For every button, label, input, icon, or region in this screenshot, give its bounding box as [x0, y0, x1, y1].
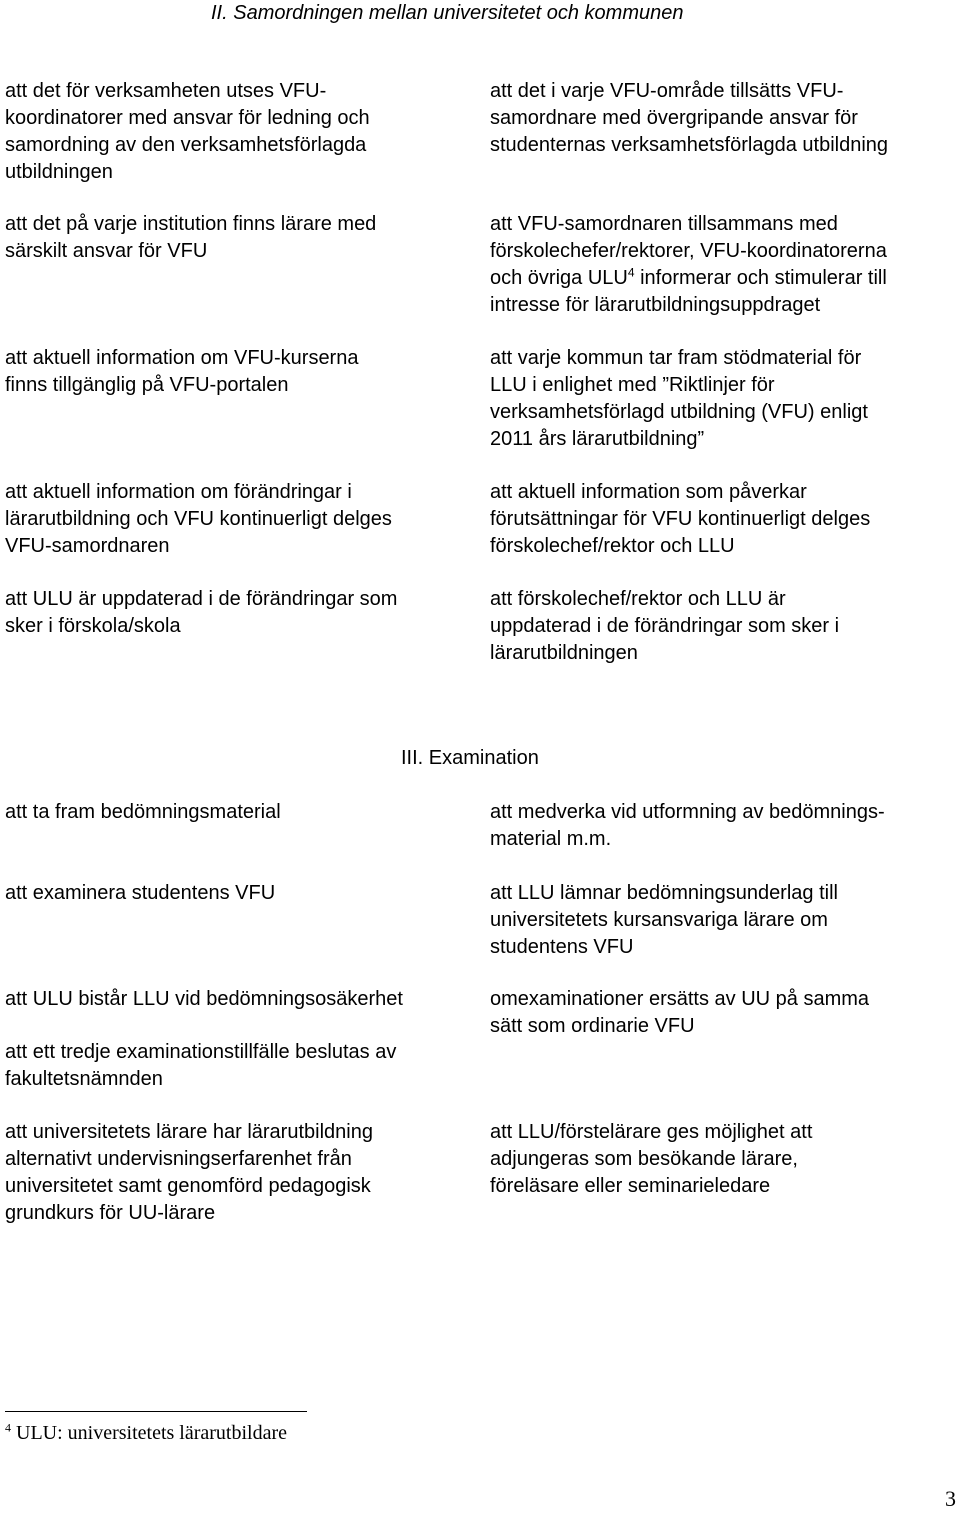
paragraph: att medverka vid utformning av bedömnings- material m.m.	[490, 801, 885, 850]
paragraph: att ULU bistår LLU vid bedömningsosäkerhet	[5, 988, 403, 1010]
paragraph: att aktuell information om VFU-kurserna finns tillgänglig på VFU-portalen	[5, 347, 359, 396]
paragraph: att det i varje VFU-område tillsätts VFU- samordnare med övergripande ansvar för studenternas verksamhetsförlagda utbildning	[490, 80, 889, 156]
footnote-number: 4	[5, 1420, 11, 1435]
paragraph: att det på varje institution finns lärare med särskilt ansvar för VFU	[5, 213, 377, 262]
paragraph: att LLU/förstelärare ges möjlighet att adjungeras som besökande lärare, föreläsare eller seminarieledare	[490, 1121, 813, 1197]
paragraph: att förskolechef/rektor och LLU är uppdaterad i de förändringar som sker i lärarutbildningen	[490, 588, 840, 664]
text-line: intresse för lärarutbildningsuppdraget	[490, 294, 821, 316]
section-heading-examination: III. Examination	[401, 747, 539, 769]
footnote-separator	[5, 1411, 307, 1412]
paragraph: att aktuell information om förändringar i lärarutbildning och VFU kontinuerligt delges VFU-samordnaren	[5, 481, 392, 557]
paragraph-with-footnote-ref	[490, 211, 958, 319]
paragraph: att aktuell information som påverkar förutsättningar för VFU kontinuerligt delges förskolechef/rektor och LLU	[490, 481, 871, 557]
paragraph: att det för verksamheten utses VFU- koordinatorer med ansvar för ledning och samordning av den verksamhetsförlagda utbildningen	[5, 80, 370, 183]
text-line	[490, 265, 958, 292]
footnote	[5, 1421, 287, 1445]
paragraph: att universitetets lärare har lärarutbildning alternativt undervisningserfarenhet från universitetet samt genomförd pedagogisk grundkurs för UU-lärare	[5, 1121, 373, 1224]
text-fragment: informerar och stimulerar till	[634, 267, 887, 289]
paragraph: att varje kommun tar fram stödmaterial för LLU i enlighet med ”Riktlinjer för verksamhetsförlagd utbildning (VFU) enligt 2011 års lärarutbildning”	[490, 347, 868, 450]
text-fragment: och övriga ULU	[490, 267, 628, 289]
paragraph: att examinera studentens VFU	[5, 882, 276, 904]
paragraph: omexaminationer ersätts av UU på samma sätt som ordinarie VFU	[490, 988, 870, 1037]
page-number: 3	[945, 1486, 956, 1511]
paragraph: att LLU lämnar bedömningsunderlag till universitetets kursansvariga lärare om studentens VFU	[490, 882, 838, 958]
text-line: förskolechefer/rektorer, VFU-koordinatorerna	[490, 240, 887, 262]
section-heading-samordning: II. Samordningen mellan universitetet och kommunen	[211, 2, 684, 24]
paragraph: att ULU är uppdaterad i de förändringar som sker i förskola/skola	[5, 588, 398, 637]
text-line: att VFU-samordnaren tillsammans med	[490, 213, 838, 235]
paragraph: att ta fram bedömningsmaterial	[5, 801, 281, 823]
paragraph: att ett tredje examinationstillfälle beslutas av fakultetsnämnden	[5, 1041, 397, 1090]
footnote-text: ULU: universitetets lärarutbildare	[11, 1422, 288, 1444]
footnote-reference[interactable]: 4	[627, 265, 635, 280]
